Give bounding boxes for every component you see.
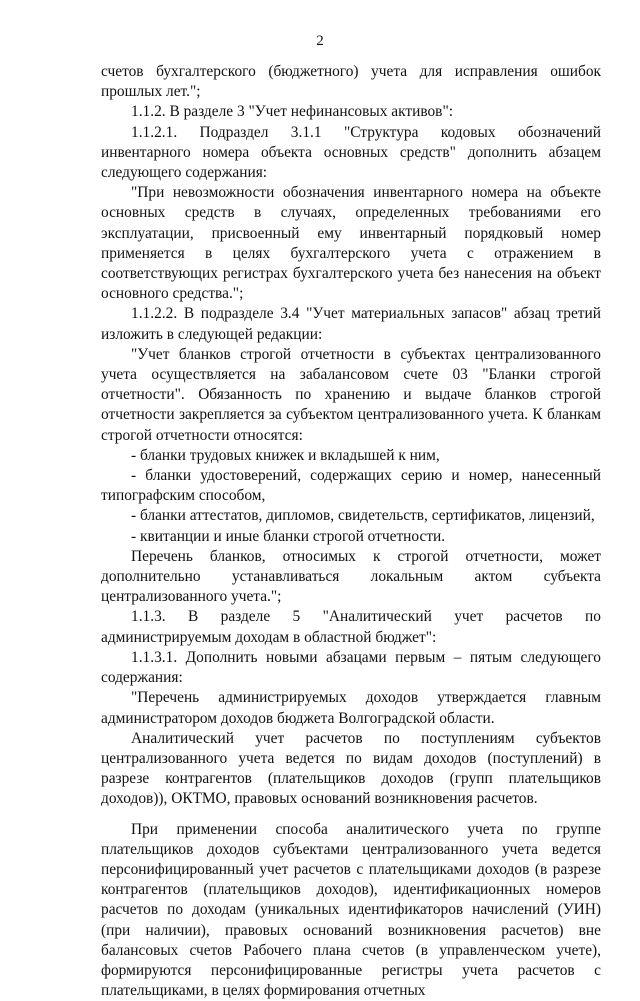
list-item-diplomas: - бланки аттестатов, дипломов, свидетельств, сертификатов, лицензий, bbox=[131, 507, 595, 525]
list-item-work-books: - бланки трудовых книжек и вкладышей к ним, bbox=[131, 446, 440, 464]
paragraph-strict-forms-text: "Учет бланков строгой отчетности в субъектах централизованного учета осуществляется на забалансовом счете 03 "Бланки строгой отчетности". Обязанность по хранению и выдаче бланков строгой отчетности закрепляется за субъектом централизованного учета. К бланкам строгой отчетности относятся: bbox=[101, 345, 601, 444]
document-body bbox=[101, 62, 601, 1001]
paragraph-section-3-heading: 1.1.2. В разделе 3 "Учет нефинансовых активов": bbox=[131, 103, 454, 121]
list-item-certificates: - бланки удостоверений, содержащих серию и номер, нанесенный типографским способом, bbox=[101, 467, 601, 505]
paragraph-revenue-list: "Перечень администрируемых доходов утверждается главным администратором доходов бюджета Волгоградской области. bbox=[101, 689, 601, 727]
paragraph-forms-list: Перечень бланков, относимых к строгой отчетности, может дополнительно устанавливаться локальным актом субъекта централизованного учета."; bbox=[101, 547, 601, 606]
paragraph-section-5-heading: 1.1.3. В разделе 5 "Аналитический учет расчетов по администрируемым доходам в областной бюджет": bbox=[101, 608, 601, 646]
paragraph-subsection-3-4: 1.1.2.2. В подразделе 3.4 "Учет материальных запасов" абзац третий изложить в следующей редакции: bbox=[101, 305, 601, 343]
paragraph-inventory-number-text: "При невозможности обозначения инвентарного номера на объекте основных средств в случаях, определенных требованиями его эксплуатации, присвоенный ему инвентарный порядковый номер применяется в целях бухгалтерского учета с отражением в соответствующих регистрах бухгалтерского учета без нанесения на объект основного средства."; bbox=[101, 184, 601, 303]
page-number: 2 bbox=[316, 33, 324, 49]
list-item-receipts: - квитанции и иные бланки строгой отчетности. bbox=[131, 527, 446, 545]
paragraph-subsection-1-1-3-1: 1.1.3.1. Дополнить новыми абзацами первым – пятым следующего содержания: bbox=[101, 648, 601, 687]
paragraph-continuation: счетов бухгалтерского (бюджетного) учета для исправления ошибок прошлых лет."; bbox=[101, 63, 601, 101]
paragraph-analytic-accounting: Аналитический учет расчетов по поступлениям субъектов централизованного учета ведется по видам доходов (поступлений) в разрезе контрагентов (плательщиков доходов (групп плательщиков доходов)), ОКТМО, правовых оснований возникновения расчетов. bbox=[101, 729, 601, 808]
paragraph-subsection-3-1-1: 1.1.2.1. Подраздел 3.1.1 "Структура кодовых обозначений инвентарного номера объекта основных средств" дополнить абзацем следующего содержания: bbox=[101, 123, 601, 182]
paragraph-group-payers: При применении способа аналитического учета по группе плательщиков доходов субъектами централизованного учета ведется персонифицированный учет расчетов с плательщиками доходов (в разрезе контрагентов (плательщиков доходов), идентификационных номеров расчетов по доходам (уникальных идентификаторов начислений (УИН) (при наличии), правовых оснований возникновения расчетов) вне балансовых счетов Рабочего плана счетов (в управленческом учете), формируются персонифицированные регистры учета расчетов с плательщиками, в целях формирования отчетных bbox=[101, 820, 601, 1000]
